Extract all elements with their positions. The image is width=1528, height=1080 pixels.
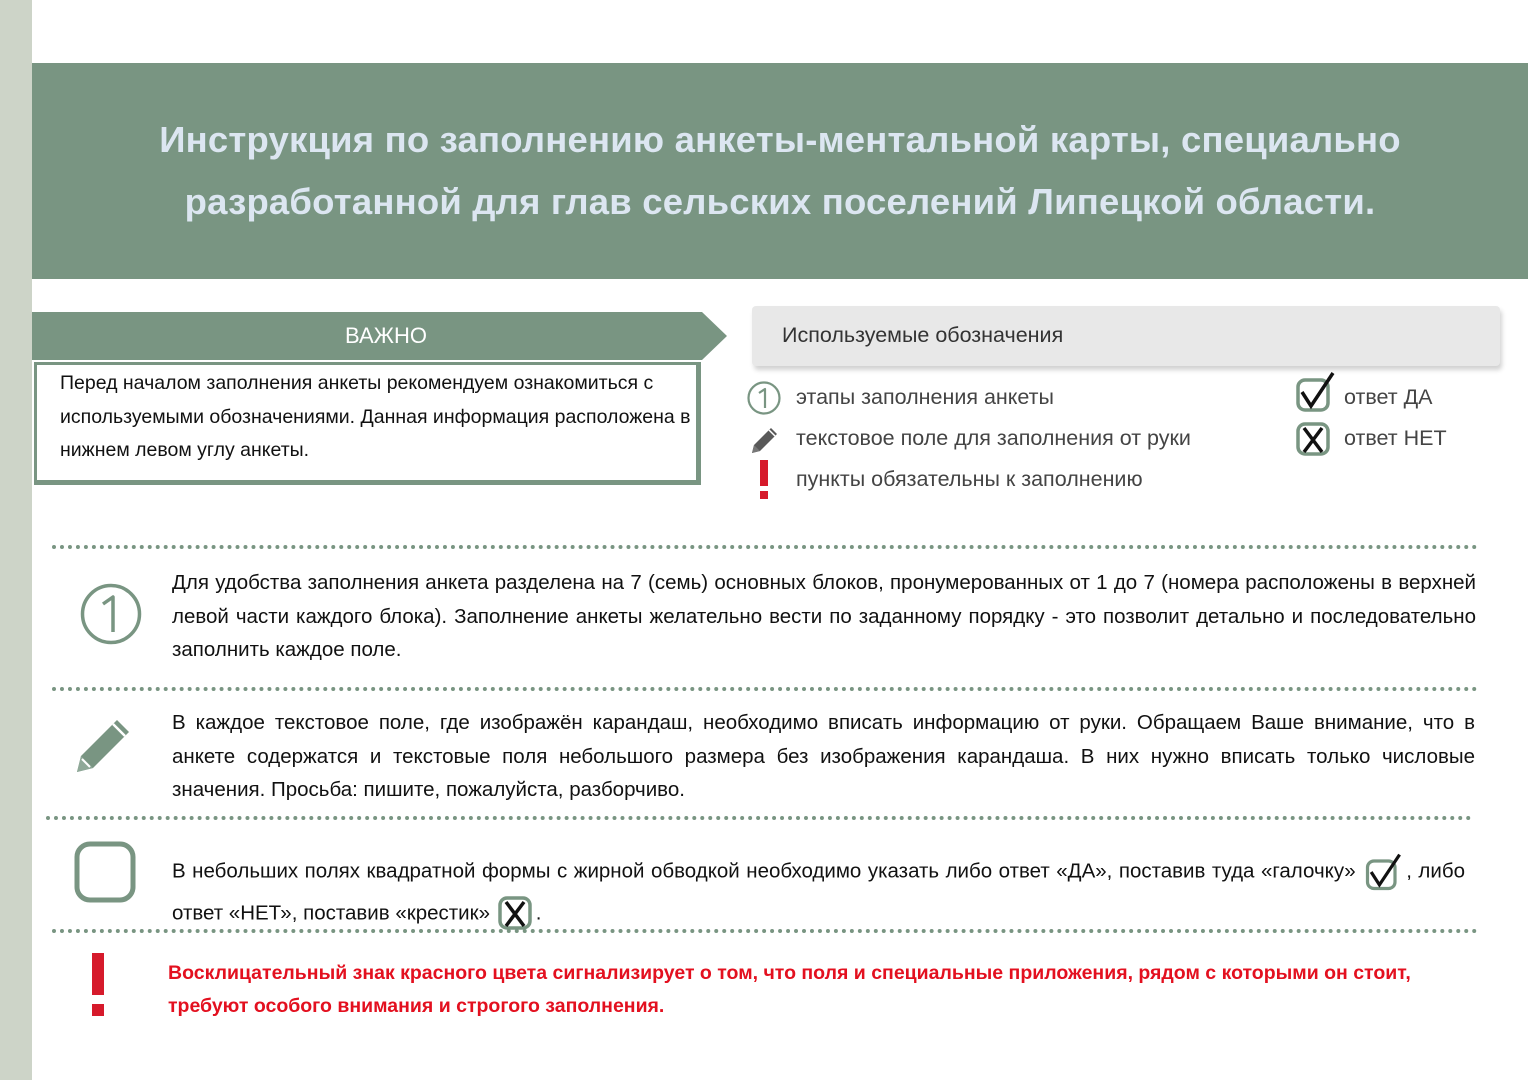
legend-item-mandatory: пункты обязательны к заполнению — [796, 467, 1143, 491]
legend-title: Используемые обозначения — [782, 323, 1064, 347]
title-banner — [32, 63, 1528, 279]
section-exclamation-text: Восклицательный знак красного цвета сигнализирует о том, что поля и специальные приложения, рядом с которыми он стоит, требуют особого внимания и строгого заполнения. — [168, 962, 1411, 1017]
legend-item-stages: этапы заполнения анкеты — [796, 385, 1054, 409]
section-pencil-text: В каждое текстовое поле, где изображён карандаш, необходимо вписать информацию от руки. Обращаем Ваше внимание, что в анкете содержатся и текстовые поля небольшого размера без изображения карандаша. В них нужно вписать только числовые значения. Просьба: пишите, пожалуйста, разборчиво. — [172, 711, 1475, 801]
circled-one-icon — [746, 380, 782, 416]
exclamation-icon — [88, 953, 108, 1017]
checkbox-checked-icon — [1292, 368, 1340, 416]
legend-item-text-field: текстовое поле для заполнения от руки — [796, 426, 1191, 450]
section-blocks-text: Для удобства заполнения анкета разделена на 7 (семь) основных блоков, пронумерованных от 1 до 7 (номера расположены в верхней левой части каждого блока). Заполнение анкеты желательно вести по заданному порядку - это позволит детально и последовательно заполнить каждое поле. — [172, 571, 1476, 661]
important-text: Перед началом заполнения анкеты рекомендуем ознакомиться с используемыми обозначениями. Данная информация расположена в нижнем левом углу анкеты. — [60, 372, 691, 461]
checkbox-text-part2: , либо ответ «НЕТ», поставив «крестик» — [172, 859, 1465, 925]
left-sidebar-strip — [0, 0, 32, 1080]
page-title: Инструкция по заполнению анкеты-ментальной карты, специально разработанной для глав сельских поселений Липецкой области. — [159, 119, 1401, 222]
pencil-icon — [73, 714, 135, 776]
important-label: ВАЖНО — [345, 323, 427, 348]
divider — [46, 816, 1472, 820]
circled-one-icon — [79, 582, 143, 646]
legend-item-no: ответ НЕТ — [1344, 426, 1447, 450]
checkbox-crossed-icon — [496, 894, 536, 934]
checkbox-text-part3: . — [535, 901, 542, 925]
divider — [52, 545, 1478, 549]
checkbox-crossed-icon — [1294, 420, 1334, 460]
pencil-icon — [749, 424, 781, 456]
legend-item-yes: ответ ДА — [1344, 385, 1433, 409]
section-checkbox-text — [172, 850, 1465, 934]
exclamation-icon — [755, 460, 773, 500]
checkbox-empty-icon — [73, 840, 137, 904]
checkbox-text-part1: В небольших полях квадратной формы с жирной обводкой необходимо указать либо ответ «ДА», поставив туда «галочку» — [172, 859, 1356, 883]
divider — [52, 687, 1478, 691]
checkbox-checked-icon — [1362, 850, 1406, 894]
